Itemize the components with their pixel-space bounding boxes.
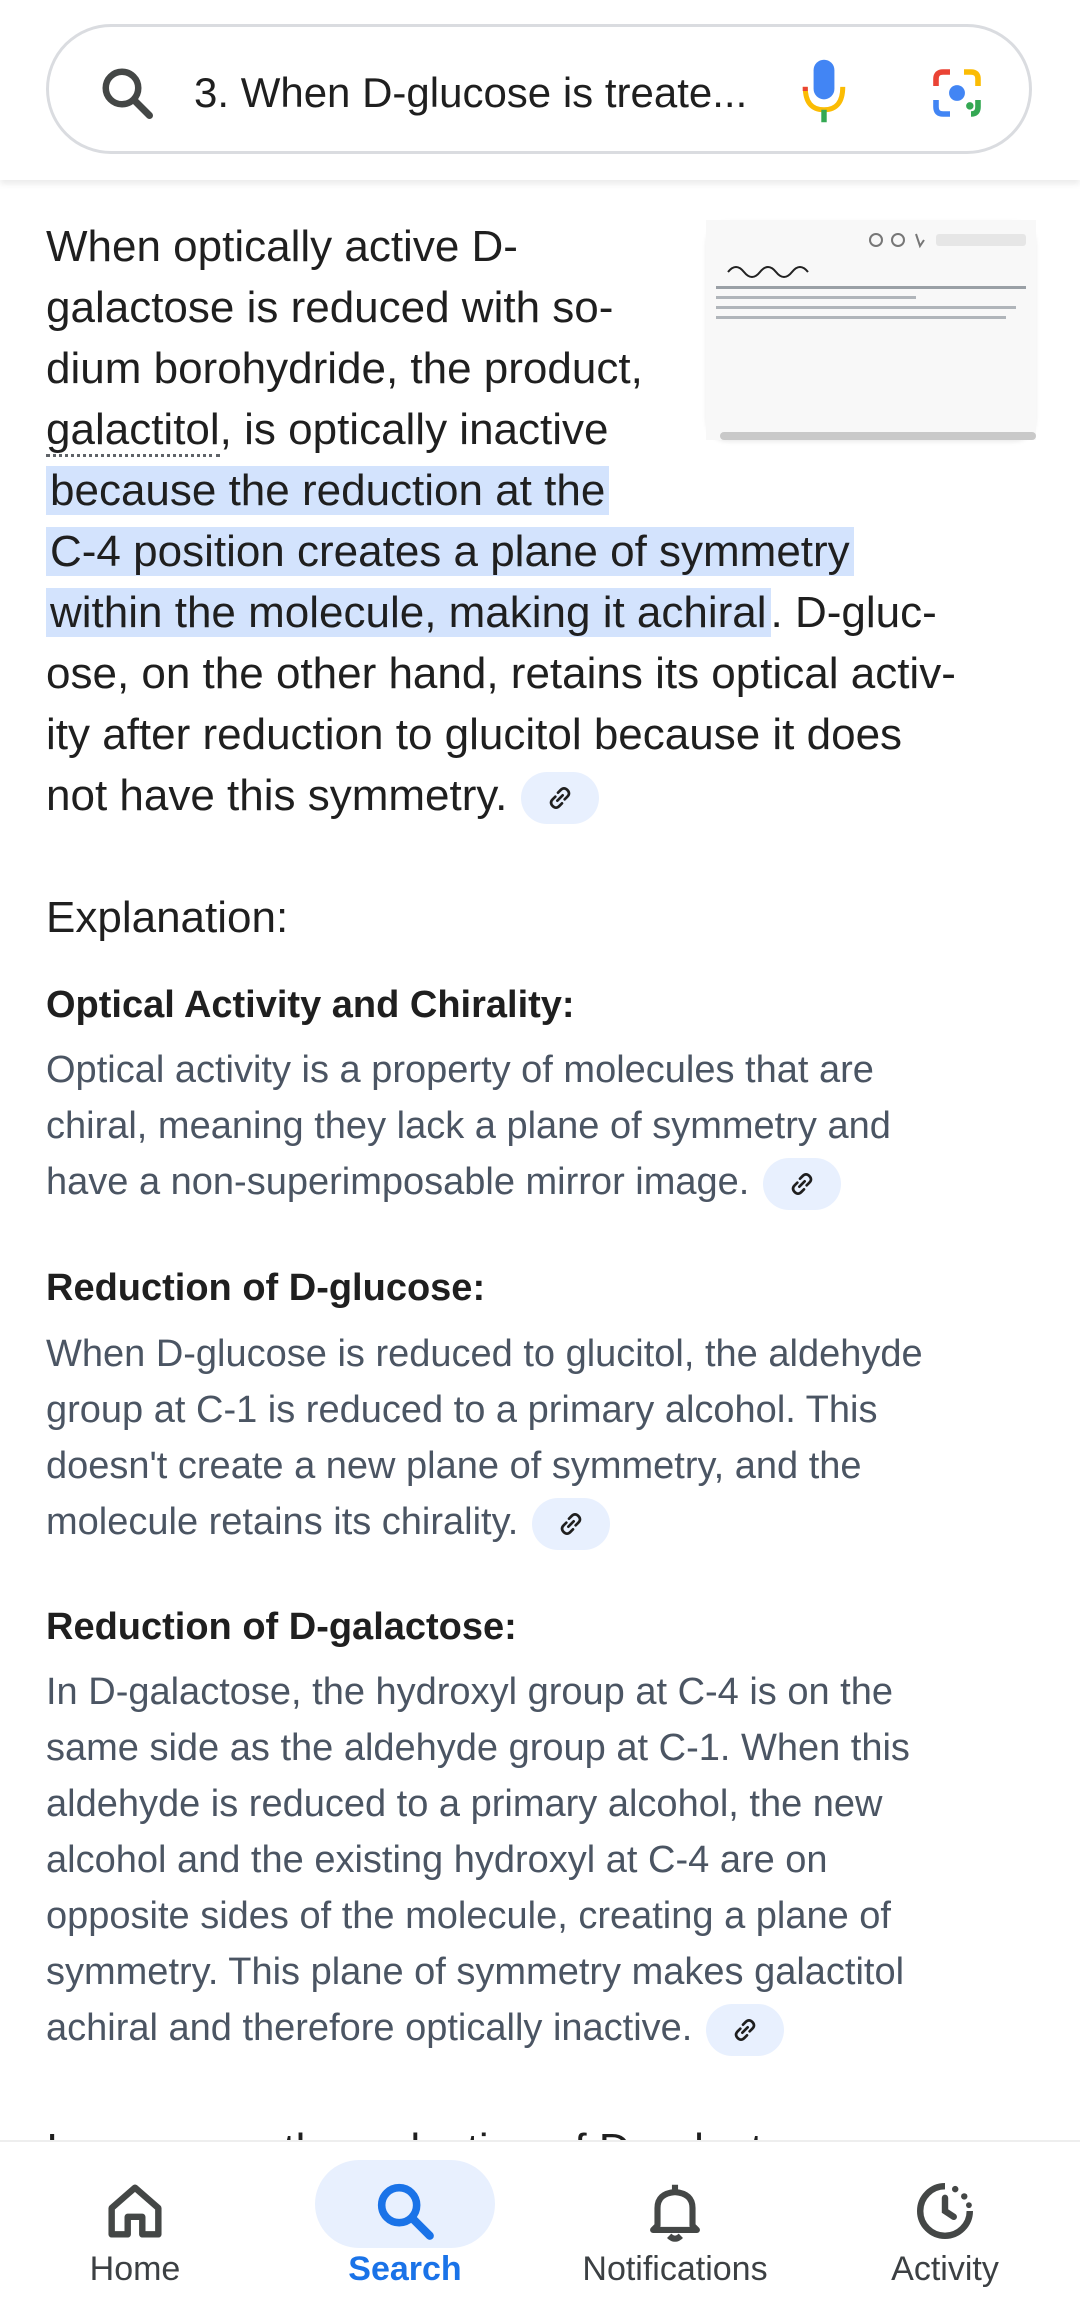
body-line: chiral, meaning they lack a plane of symmetry and	[46, 1105, 891, 1147]
ai-answer-content	[46, 180, 1036, 2140]
highlighted-text: within the molecule, making it achiral	[46, 588, 771, 637]
nav-label: Activity	[891, 2250, 999, 2288]
summary-text: ity after reduction to glucitol because it does	[46, 710, 903, 759]
body-line: doesn't create a new plane of symmetry, and the	[46, 1445, 862, 1487]
nav-label: Search	[348, 2250, 462, 2288]
source-link-button[interactable]	[521, 772, 599, 824]
body-line: achiral and therefore optically inactive.	[46, 2007, 693, 2049]
nav-notifications[interactable]	[540, 2142, 810, 2302]
nav-label: Notifications	[582, 2250, 768, 2288]
body-line: alcohol and the existing hydroxyl at C-4 are on	[46, 1839, 828, 1881]
section-title-galactose: Reduction of D-galactose:	[46, 1606, 517, 1648]
highlighted-text: C-4 position creates a plane of symmetry	[46, 527, 854, 576]
summary-text: dium borohydride, the product,	[46, 344, 643, 393]
body-line: When D-glucose is reduced to glucitol, the aldehyde	[46, 1333, 923, 1375]
body-line: same side as the aldehyde group at C-1. When this	[46, 1727, 910, 1769]
activity-icon	[910, 2176, 980, 2246]
explanation-heading: Explanation:	[46, 893, 289, 942]
summary-text: not have this symmetry.	[46, 771, 508, 820]
nav-search[interactable]	[270, 2142, 540, 2302]
body-line: Optical activity is a property of molecules that are	[46, 1049, 874, 1091]
answer-summary	[46, 216, 1046, 826]
body-line: In D-galactose, the hydroxyl group at C-4 is on the	[46, 1671, 894, 1713]
summary-text: . D-gluc-	[770, 588, 937, 637]
search-icon[interactable]	[97, 63, 157, 123]
search-query[interactable]: 3. When D-glucose is treate...	[194, 69, 748, 116]
source-link-button[interactable]	[763, 1158, 841, 1210]
source-link-button[interactable]	[706, 2004, 784, 2056]
body-line: have a non-superimposable mirror image.	[46, 1161, 750, 1203]
body-line: group at C-1 is reduced to a primary alcohol. This	[46, 1389, 878, 1431]
nav-activity[interactable]	[810, 2142, 1080, 2302]
microphone-icon[interactable]	[799, 55, 849, 127]
summary-text: ose, on the other hand, retains its optical activ-	[46, 649, 956, 698]
link-icon	[555, 1508, 587, 1540]
nav-home[interactable]	[0, 2142, 270, 2302]
body-line: aldehyde is reduced to a primary alcohol, the new	[46, 1783, 883, 1825]
home-icon	[100, 2176, 170, 2246]
section-title-glucose: Reduction of D-glucose:	[46, 1267, 486, 1309]
bottom-navigation-bar	[0, 2140, 1080, 2302]
body-line: molecule retains its chirality.	[46, 1501, 519, 1543]
section-body-galactose	[46, 1664, 1046, 2056]
search-bar[interactable]	[46, 24, 1032, 154]
body-line: opposite sides of the molecule, creating a plane of	[46, 1895, 891, 1937]
nav-label: Home	[89, 2250, 181, 2288]
source-link-button[interactable]	[532, 1498, 610, 1550]
summary-text: When optically active D-	[46, 222, 518, 271]
link-icon	[729, 2014, 761, 2046]
section-body-optical-activity	[46, 1042, 1046, 1210]
link-icon	[544, 782, 576, 814]
summary-text: , is optically inactive	[219, 405, 609, 454]
lens-camera-icon[interactable]	[929, 65, 985, 121]
bell-icon	[640, 2176, 710, 2246]
section-title-optical-activity: Optical Activity and Chirality:	[46, 984, 575, 1026]
link-icon	[786, 1168, 818, 1200]
search-header	[0, 0, 1080, 180]
section-body-glucose	[46, 1326, 1046, 1550]
highlighted-text: because the reduction at the	[46, 466, 609, 515]
summary-text: galactose is reduced with so-	[46, 283, 614, 332]
search-icon	[370, 2176, 440, 2246]
galactitol-definition-link[interactable]: galactitol	[46, 405, 220, 457]
body-line: symmetry. This plane of symmetry makes galactitol	[46, 1951, 905, 1993]
